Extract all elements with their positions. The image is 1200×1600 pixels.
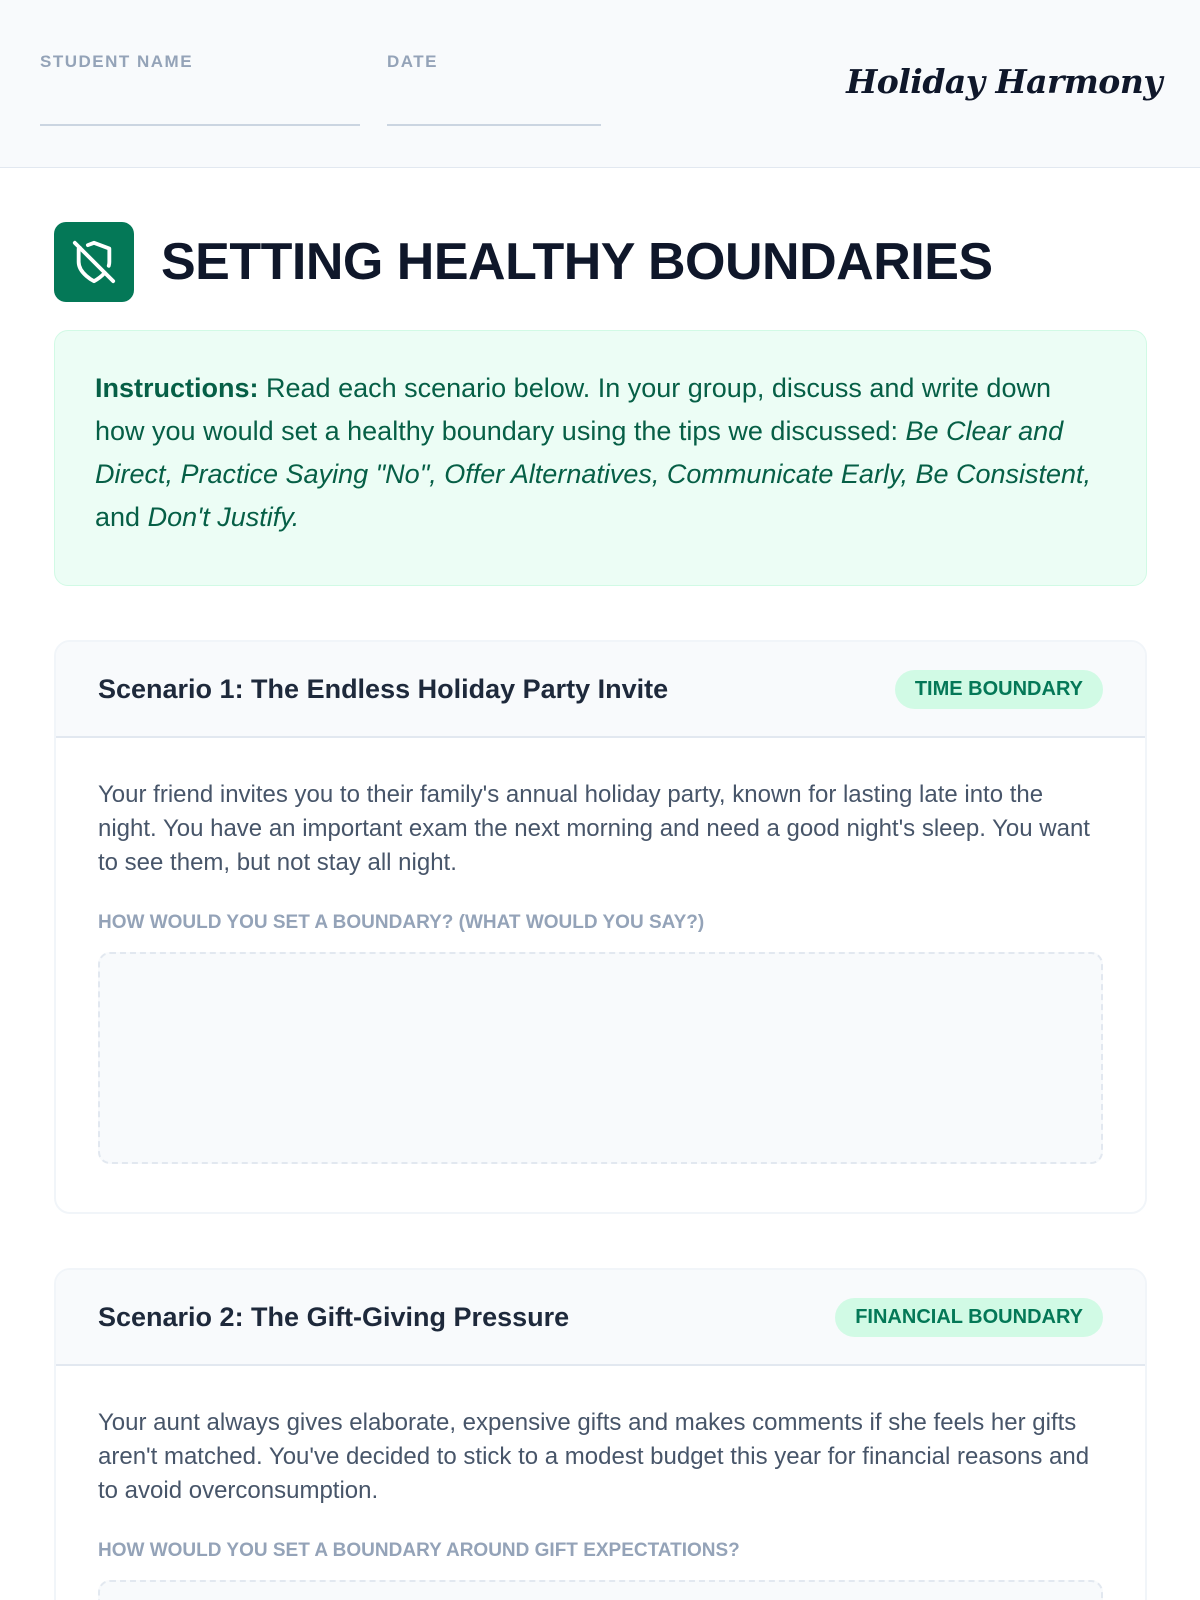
scenario-card-body (56, 1366, 1145, 1600)
worksheet-header (0, 0, 1200, 168)
date-line[interactable] (387, 124, 601, 126)
scenario-card-2 (54, 1268, 1147, 1600)
student-name-field[interactable] (40, 52, 193, 72)
answer-prompt: HOW WOULD YOU SET A BOUNDARY AROUND GIFT EXPECTATIONS? (98, 1540, 740, 1561)
instructions-box (54, 330, 1147, 586)
scenario-card-body (56, 738, 1145, 1204)
page-title-row (54, 222, 993, 302)
instructions-tips: Be Clear and Direct, Practice Saying "No", Offer Alternatives, Communicate Early, Be Consistent, (95, 416, 1092, 489)
instructions-and: and (95, 502, 141, 532)
student-name-line[interactable] (40, 124, 360, 126)
scenario-title: Scenario 1: The Endless Holiday Party Invite (98, 673, 669, 704)
boundary-type-badge: TIME BOUNDARY (895, 670, 1103, 709)
scenario-description: Your friend invites you to their family's annual holiday party, known for lasting late into the night. You have an important exam the next morning and need a good night's sleep. You want to see them, but not stay all night. (98, 781, 1090, 876)
answer-box[interactable] (98, 952, 1103, 1164)
scenario-description: Your aunt always gives elaborate, expensive gifts and makes comments if she feels her gifts aren't matched. You've decided to stick to a modest budget this year for financial reasons and to avoid overconsumption. (98, 1409, 1090, 1504)
brand-logo: Holiday Harmony (846, 62, 1162, 101)
answer-box[interactable] (98, 1580, 1103, 1600)
date-label: DATE (387, 52, 439, 71)
answer-prompt: HOW WOULD YOU SET A BOUNDARY? (WHAT WOULD YOU SAY?) (98, 912, 705, 933)
student-name-label: STUDENT NAME (40, 52, 194, 71)
instructions-last-tip: Don't Justify. (147, 502, 300, 532)
page-title: SETTING HEALTHY BOUNDARIES (161, 233, 993, 291)
boundary-type-badge: FINANCIAL BOUNDARY (835, 1298, 1103, 1337)
scenario-title: Scenario 2: The Gift-Giving Pressure (98, 1301, 570, 1332)
scenario-card-header (56, 1270, 1145, 1366)
scenario-card-header (56, 642, 1145, 738)
scenario-card-1 (54, 640, 1147, 1214)
instructions-text: Read each scenario below. In your group, discuss and write down how you would set a healthy boundary using the tips we discussed: (95, 373, 1051, 446)
shield-off-icon (54, 222, 134, 302)
instructions-lead: Instructions: (95, 373, 259, 403)
date-field[interactable] (387, 52, 438, 72)
